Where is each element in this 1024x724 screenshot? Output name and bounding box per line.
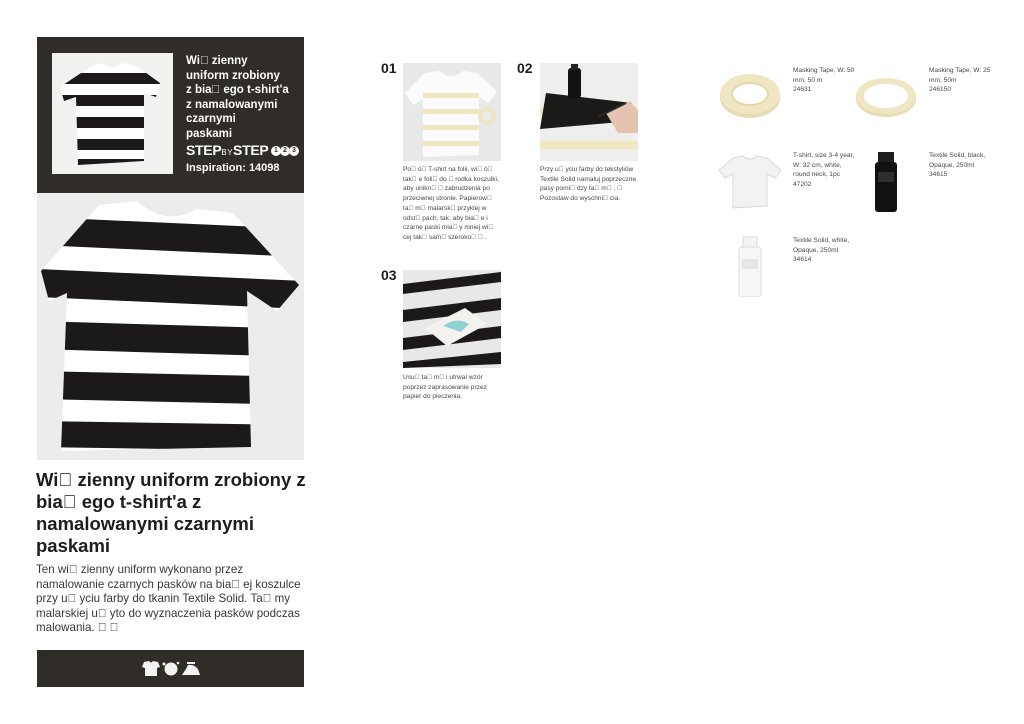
- inspiration-number: Inspiration: 14098: [186, 162, 280, 174]
- step-3-photo: [403, 270, 501, 368]
- step-3-text: Usu  ta  m  i utrwal wzór poprzez zaprasowanie przez papier do pieczenia.: [403, 374, 487, 401]
- material-3-code: 47202: [793, 181, 812, 189]
- material-2-name: Masking Tape, W: 25 mm, 50m: [929, 67, 991, 84]
- material-1-name: Masking Tape, W: 50 mm, 50 m: [793, 67, 855, 84]
- step-by-step-logo: [186, 142, 299, 158]
- material-3-name: T-shirt, size 3-4 year, W: 32 cm, white, round neck, 1pc: [793, 152, 855, 179]
- tshirt-icon: [142, 661, 160, 676]
- paint-splash-icon: [163, 662, 180, 676]
- material-4-label: [929, 151, 993, 180]
- black-paint-bottle-photo: [855, 150, 917, 212]
- material-1-label: [793, 66, 857, 95]
- main-title: Wi  zienny uniform zrobiony z bia  ego t-shirt'a z namalowanymi czarnymi paskami: [36, 469, 306, 556]
- material-4-code: 34615: [929, 171, 948, 179]
- masking-tape-wide-photo: [719, 65, 781, 127]
- material-1-code: 24631: [793, 86, 812, 94]
- material-3-label: [793, 151, 857, 190]
- brand-word-step-2: STEP: [233, 142, 269, 158]
- material-5-label: [793, 236, 857, 265]
- material-4-name: Textile Solid, black, Opaque, 250ml: [929, 152, 986, 169]
- step-2-photo: [540, 63, 638, 161]
- header-thumbnail-striped-shirt: [52, 53, 173, 174]
- footer-technique-icons: [142, 660, 202, 677]
- step-2-text: Przy u  yciu farby do tekstyliów Textile Solid namaluj poprzeczne pasy pomi  dzy ta  m  .   Pozostaw do wyschni  cia.: [540, 166, 637, 203]
- masking-tape-narrow-photo: [855, 65, 917, 127]
- hero-photo-striped-shirt: [37, 193, 304, 460]
- step-1-photo: [403, 63, 501, 161]
- brand-number-1: 1: [271, 146, 281, 156]
- material-5-name: Textile Solid, white, Opaque, 250ml: [793, 237, 850, 254]
- step-1-number: 01: [381, 60, 397, 76]
- header-title: Wi  zienny uniform zrobiony z bia  ego t-shirt'a z namalowanymi czarnymi paskami: [186, 55, 289, 140]
- header-panel: [37, 37, 304, 193]
- material-2-label: [929, 66, 993, 95]
- main-description: Ten wi  zienny uniform wykonano przez namalowanie czarnych pasków na bia  ej koszulce przy u  yciu farby do tkanin Textile Solid. Ta  my malarskiej u  yto do wyznaczenia pasków podczas malowania.    : [36, 563, 301, 635]
- brand-word-by: BY: [221, 148, 234, 157]
- footer-bar: [37, 650, 304, 687]
- step-2-number: 02: [517, 60, 533, 76]
- white-tshirt-photo: [719, 150, 781, 212]
- brand-number-2: 2: [280, 146, 290, 156]
- brand-number-3: 3: [289, 146, 299, 156]
- step-1-text: Po  ó  T-shirt na folii, wi  ó  tak  e foli  do   rodka koszulki, aby unikn    zabrudzenia po przeciwnej stronie. Papierow  ta  m  malarsk  przyklej w odst  pach, tak, aby bia  e i czarne paski mia  y mniej wi  cej tak  sam  szeroko    .: [403, 166, 499, 241]
- white-paint-bottle-photo: [719, 235, 781, 297]
- material-2-code: 246150: [929, 86, 952, 94]
- step-3-number: 03: [381, 267, 397, 283]
- iron-icon: [182, 662, 200, 675]
- brand-word-step: STEP: [186, 142, 222, 158]
- material-5-code: 34614: [793, 256, 812, 264]
